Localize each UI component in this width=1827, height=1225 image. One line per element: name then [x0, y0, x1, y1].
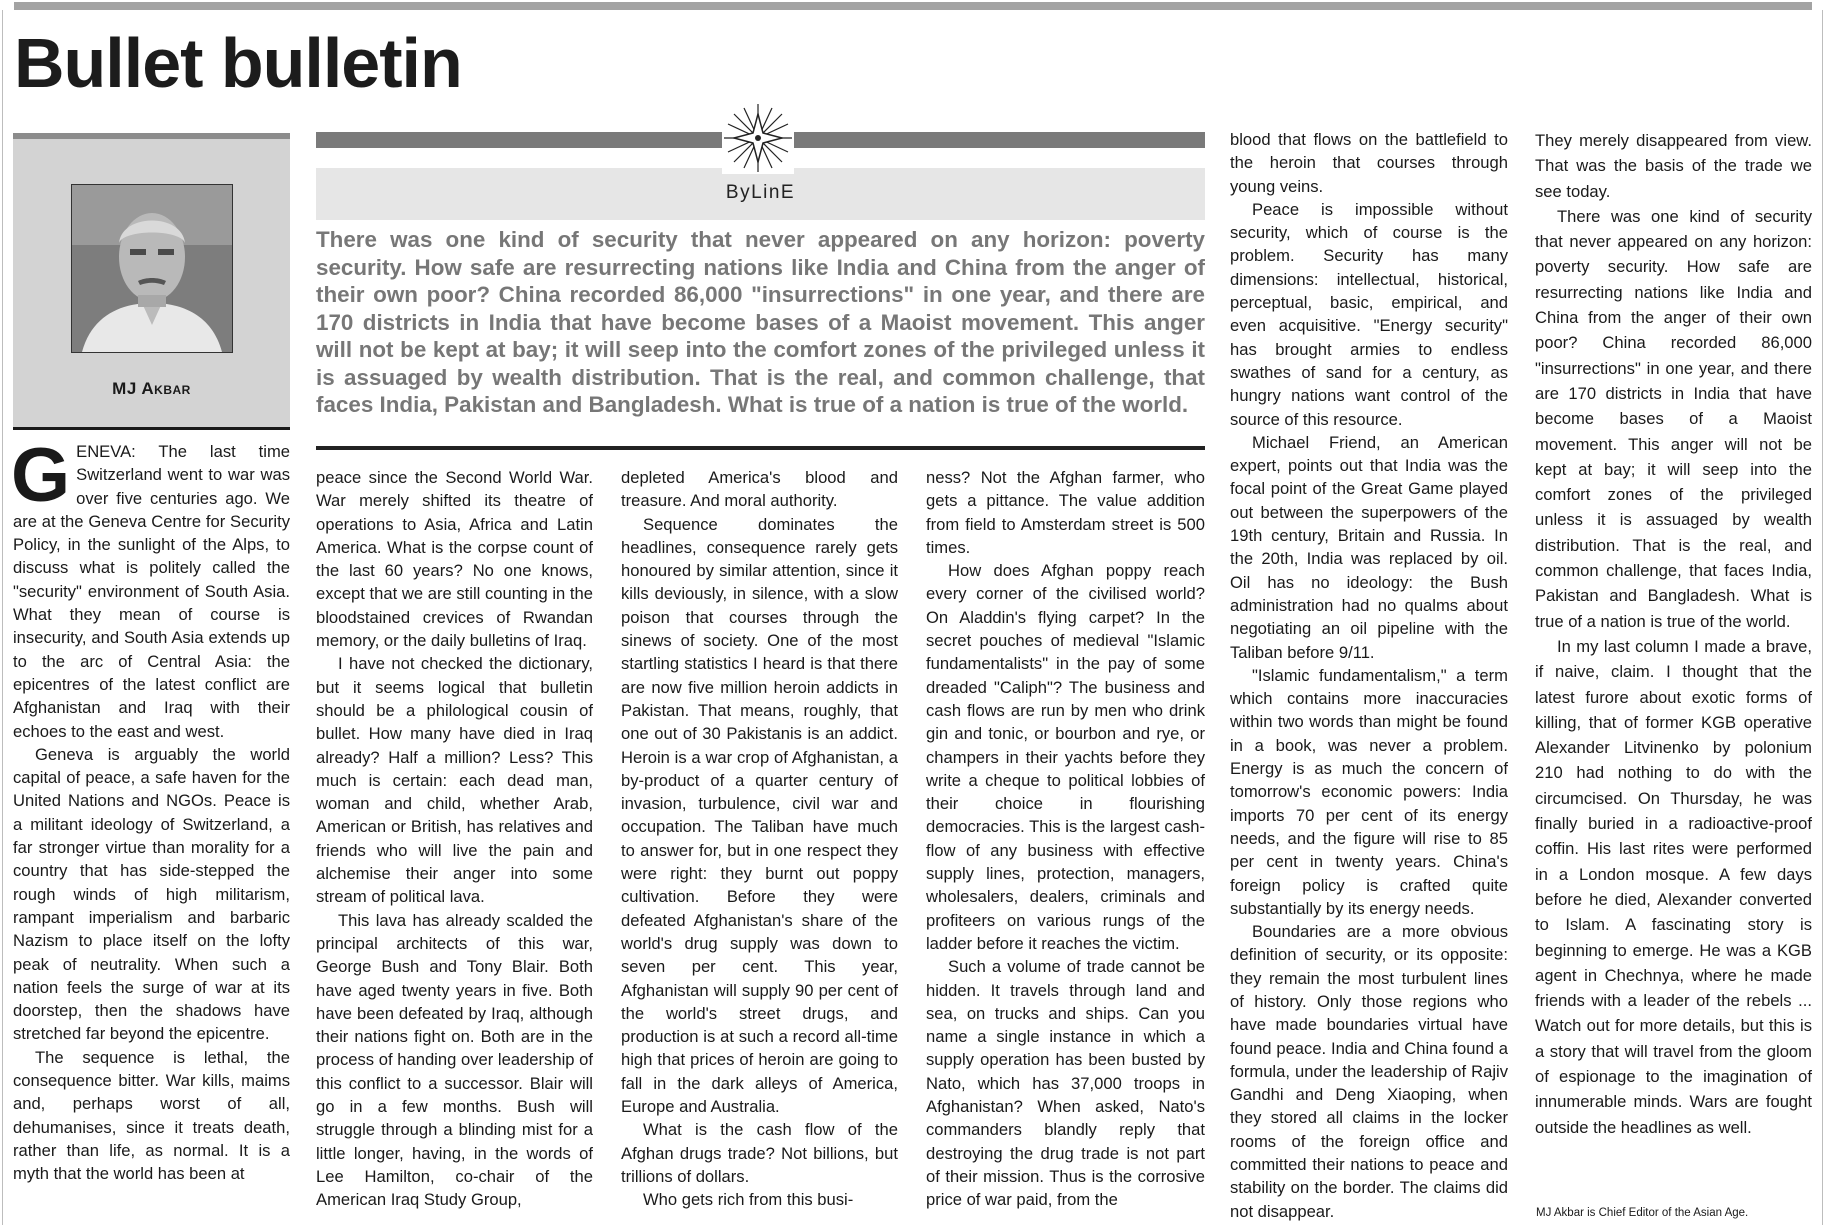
paragraph: Such a volume of trade cannot be hidden. It travels through land and sea, on trucks and ships. Can you name a single instance in which a supply operation has been busted by Nato, which has 37,000 troops in Afghanistan? When asked, Nato's commanders blandly reply that destroying the drug trade is not part of their mission. Thus is the corrosive price of war paid, from the	[926, 957, 1205, 1210]
paragraph: Peace is impossible without security, which of course is the problem. Security has many dimensions: intellectual, historical, perceptual, basic, empirical, and even acquisitive. "Energy security" has brought armies to endless swathes of sand for a century, as hungry nations want control of the source of this resource.	[1230, 199, 1508, 429]
author-footnote: MJ Akbar is Chief Editor of the Asian Age.	[1536, 1207, 1749, 1219]
column-3	[621, 466, 898, 1212]
paragraph: depleted America's blood and treasure. And moral authority.	[621, 468, 898, 511]
headline: Bullet bulletin	[14, 24, 462, 102]
paragraph: ness? Not the Afghan farmer, who gets a pittance. The value addition from field to Amsterdam street is 500 times.	[926, 468, 1205, 557]
paragraph: There was one kind of security that never appeared on any horizon: poverty security. How safe are resurrecting nations like India and China from the anger of their own poor? China recorded 86,000 "insurrections" in one year, and there are 170 districts in India that have become bases of a Maoist movement. This anger will not be kept at bay; it will seep into the comfort zones of the privileged unless it is assuaged by wealth distribution. That is the real, and common challenge, that faces India, Pakistan and Bangladesh. What is true of a nation is true of the world.	[1535, 206, 1812, 631]
paragraph: peace since the Second World War. War merely shifted its theatre of operations to Asia, Africa and Latin America. What is the corpse count of the last 60 years? No one knows, except that we are still counting in the bloodstained crevices of Rwandan memory, or the daily bulletins of Iraq.	[316, 468, 593, 651]
paragraph: Who gets rich from this busi-	[643, 1190, 854, 1210]
section-label: ByLinE	[725, 182, 796, 203]
drop-cap: G	[11, 433, 71, 518]
star-burst-icon	[722, 102, 794, 174]
author-photo	[71, 184, 233, 353]
left-border	[2, 10, 3, 1225]
paragraph: Sequence dominates the headlines, consequence rarely gets honoured by similar attention, since it kills deviously, in silence, with a slow poison that courses through the sinews of society. One of the most startling statistics I heard is that there are now five million heroin addicts in Pakistan. That means, roughly, that one out of 30 Pakistanis is an addict. Heroin is a war crop of Afghanistan, a by-product of a quarter century of invasion, turbulence, civil war and occupation. The Taliban have much to answer for, but in one respect they were right: they burnt out poppy cultivation. Before they were defeated Afghanistan's share of the world's drug supply was down to seven per cent. This year, Afghanistan will supply 90 per cent of the world's street drugs, and production is at such a record all-time high that prices of heroin are going to fall in the dark alleys of America, Europe and Australia.	[621, 514, 898, 1117]
paragraph: They merely disappeared from view. That was the basis of the trade we see today.	[1535, 131, 1812, 201]
pull-quote: There was one kind of security that never appeared on any horizon: poverty security. How safe are resurrecting nations like India and China from the anger of their own poor? China recorded 86,000 "insurrections" in one year, and there are 170 districts in India that have become bases of a Maoist movement. This anger will not be kept at bay; it will seep into the comfort zones of the privileged unless it is assuaged by wealth distribution. That is the real, and common challenge, that faces India, Pakistan and Bangladesh. What is true of a nation is true of the world.	[316, 227, 1205, 417]
right-border	[1822, 10, 1823, 1225]
paragraph: The sequence is lethal, the consequence bitter. War kills, maims and, perhaps worst of all, dehumanises, since it treats death, rather than life, as normal. It is a myth that the world has been at	[13, 1047, 290, 1184]
paragraph: "Islamic fundamentalism," a term which contains more inaccuracies within two words than might be found in a book, was never a problem. Energy is as much the concern of tomorrow's economic powers: India imports 70 per cent of its energy needs, and the figure will rise to 85 per cent in twenty years. China's foreign policy is crafted quite substantially by its energy needs.	[1230, 665, 1508, 918]
paragraph: Geneva is arguably the world capital of peace, a safe haven for the United Nations and NGOs. Peace is a militant ideology of Switzerland, a far stronger virtue than morality for a country that has side-stepped the rough winds of high militarism, rampant imperialism and barbaric Nazism to place itself on the lofty peak of neutrality. When such a nation feels the surge of war at its doorstep, then the shadows have stretched far beyond the epicentre.	[13, 744, 290, 1044]
author-box	[13, 133, 290, 430]
paragraph: What is the cash flow of the Afghan drugs trade? Not billions, but trillions of dollars.	[621, 1120, 898, 1186]
quote-rule	[316, 446, 1205, 450]
paragraph: I have not checked the dictionary, but it seems logical that bulletin should be a philological cousin of bullet. How many have died in Iraq already? Half a million? Less? This much is certain: each dead man, woman and child, whether Arab, American or British, has relatives and friends who will live the pain and alchemise their anger into some stream of political lava.	[316, 654, 593, 907]
column-2	[316, 466, 593, 1212]
paragraph: This lava has already scalded the principal architects of this war, George Bush and Tony Blair. Both have aged twenty years in five. Both have been defeated by Iraq, although their nations fight on. Both are in the process of handing over leadership of this conflict to a successor. Blair will go in a few months. Bush will struggle through a blinding mist for a little longer, having, in the words of Lee Hamilton, co-chair of the American Iraq Study Group,	[316, 910, 593, 1210]
paragraph: How does Afghan poppy reach every corner of the civilised world? On Aladdin's flying carpet? In the secret pouches of medieval "Islamic fundamentalists" in the pay of some dreaded "Caliph"? The business and cash flows are run by men who drink gin and tonic, or bourbon and rye, or champers in their yachts before they write a cheque to political lobbies of their choice in flourishing democracies. This is the largest cash-flow of any business with effective supply lines, protection, managers, wholesalers, dealers, criminals and profiteers on various rungs of the ladder before it reaches the victim.	[926, 561, 1205, 953]
paragraph: blood that flows on the battlefield to the heroin that courses through young veins.	[1230, 130, 1508, 196]
column-4	[926, 466, 1205, 1212]
top-rule	[14, 2, 1812, 10]
paragraph: Boundaries are a more obvious definition of security, or its opposite: they remain the most turbulent lines of history. Only those regions who have made boundaries virtual have found peace. India and China found a formula, under the leadership of Rajiv Gandhi and Deng Xiaoping, when they stored all claims in the locker rooms of the foreign office and committed their nations to peace and stability on the border. The claims did not disappear.	[1230, 922, 1508, 1221]
paragraph: Michael Friend, an American expert, points out that India was the focal point of the Great Game played out between the superpowers of the 19th century, Britain and Russia. In the 20th, India was replaced by oil. Oil has no ideology: the Bush administration had no qualms about negotiating an oil pipeline with the Taliban before 9/11.	[1230, 432, 1508, 662]
paragraph: In my last column I made a brave, if naive, claim. I thought that the latest furore about exotic forms of killing, that of former KGB operative Alexander Litvinenko by polonium 210 had nothing to do with the circumcised. On Thursday, he was finally buried in a radioactive-proof coffin. His last rites were performed in a London mosque. A few days before he died, Alexander converted to Islam. A fascinating story is beginning to emerge. He was a KGB agent in Chechnya, where he made friends with a leader of the rebels ... Watch out for more details, but this is a story that will travel from the gloom of espionage to the imagination of innumerable minds. Wars are fought outside the headlines as well.	[1535, 636, 1812, 1137]
paragraph: ENEVA: The last time Switzerland went to war was over five centuries ago. We are at the Geneva Centre for Security Policy, in the sunlight of the Alps, to discuss what is politely called the "security" environment of South Asia. What they mean of course is insecurity, and South Asia extends up to the arc of Central Asia: the epicentres of the latest conflict are Afghanistan and Iraq with their echoes to the east and west.	[13, 442, 290, 741]
author-portrait-icon	[72, 185, 232, 352]
column-5	[1230, 128, 1508, 1223]
column-1	[11, 433, 290, 1186]
column-6	[1535, 128, 1812, 1140]
author-name: MJ Akbar	[112, 379, 191, 398]
